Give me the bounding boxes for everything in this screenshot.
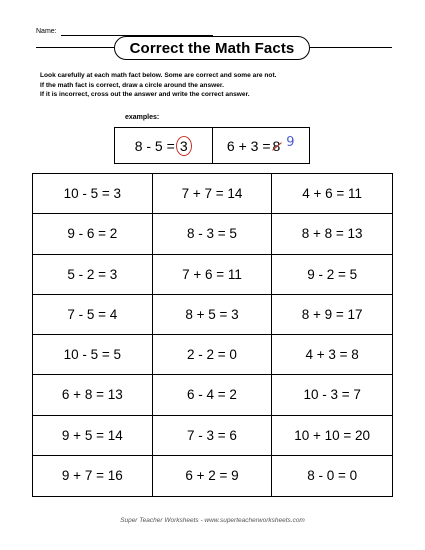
title-rule-right [310, 47, 392, 48]
examples-box [114, 127, 310, 164]
title-rule-left [36, 47, 114, 48]
math-fact-cell[interactable]: 8 + 9 = 17 [272, 295, 392, 335]
math-fact-cell[interactable]: 10 + 10 = 20 [272, 416, 392, 456]
math-fact-cell[interactable]: 8 - 0 = 0 [307, 468, 358, 484]
math-fact-cell[interactable]: 4 + 3 = 8 [272, 335, 392, 375]
math-fact-cell[interactable]: 7 - 5 = 4 [33, 295, 153, 335]
instruction-line: If the math fact is correct, draw a circle around the answer. [40, 81, 224, 89]
math-fact-cell[interactable]: 8 - 3 = 5 [153, 214, 273, 254]
math-fact-cell[interactable]: 6 - 4 = 2 [153, 375, 273, 415]
math-fact-cell[interactable]: 9 - 2 = 5 [272, 255, 392, 295]
instructions [40, 71, 276, 100]
circled-answer: 3 [176, 136, 192, 156]
math-fact-cell[interactable]: 10 - 3 = 7 [272, 375, 392, 415]
name-label: Name: [36, 28, 57, 35]
math-fact-cell[interactable]: 4 + 6 = 11 [272, 174, 392, 214]
math-fact-cell[interactable]: 6 + 8 = 13 [33, 375, 153, 415]
footer-credit: Super Teacher Worksheets - www.superteacherworksheets.com [120, 517, 305, 524]
worksheet-title: Correct the Math Facts [114, 36, 310, 60]
handwritten-correction: 9 [286, 135, 295, 150]
math-fact-cell[interactable]: 8 + 8 = 13 [272, 214, 392, 254]
math-fact-cell[interactable]: 6 + 2 = 9 [153, 456, 273, 496]
instruction-line: Look carefully at each math fact below. Some are correct and some are not. [40, 72, 277, 79]
math-fact-cell[interactable]: 9 + 7 = 16 [33, 456, 153, 496]
examples-label: examples: [125, 114, 160, 121]
math-fact-cell[interactable]: 7 - 3 = 6 [153, 416, 273, 456]
math-facts-grid [32, 173, 393, 497]
crossed-answer: 8 [272, 137, 281, 154]
math-fact-cell[interactable]: 7 + 6 = 11 [153, 255, 273, 295]
math-fact-cell[interactable]: 10 - 5 = 3 [33, 174, 153, 214]
math-fact-cell[interactable]: 7 + 7 = 14 [153, 174, 273, 214]
math-fact-cell[interactable]: 8 + 5 = 3 [153, 295, 273, 335]
math-fact-cell[interactable]: 10 - 5 = 5 [33, 335, 153, 375]
example-correct [115, 128, 212, 163]
example-equation: 6 + 3 = [226, 137, 271, 154]
math-fact-cell[interactable]: 2 - 2 = 0 [153, 335, 273, 375]
math-fact-cell[interactable]: 9 + 5 = 14 [33, 416, 153, 456]
example-equation: 8 - 5 = [134, 137, 175, 154]
math-fact-cell[interactable]: 9 - 6 = 2 [33, 214, 153, 254]
example-incorrect [212, 128, 310, 163]
math-fact-cell[interactable]: 5 - 2 = 3 [33, 255, 153, 295]
instruction-line: If it is incorrect, cross out the answer and write the correct answer. [40, 91, 250, 99]
